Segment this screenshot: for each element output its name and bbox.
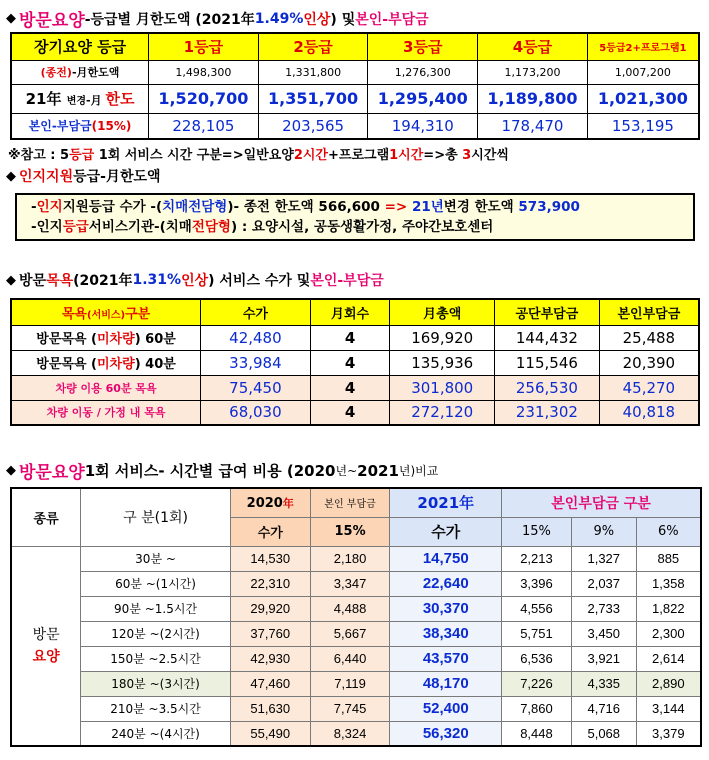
table-row: 차량 이용 60분 목욕 75,450 4 301,800 256,530 45,270 xyxy=(11,375,699,400)
table-row: 210분 ~3.5시간 51,630 7,745 52,400 7,860 4,716 3,144 xyxy=(11,696,701,721)
table-header-row: 목욕(서비스)구분 수가 月회수 月총액 공단부담금 본인부담금 xyxy=(11,299,699,325)
hourly-cost-table xyxy=(10,487,702,747)
diamond-bullet-icon: ◆ xyxy=(6,272,16,288)
table-row: 방문목욕 (미차량) 60분 42,480 4 169,920 144,432 25,488 xyxy=(11,325,699,350)
diamond-bullet-icon: ◆ xyxy=(6,168,16,184)
table-header-row: 종류 구 분(1회) 2020年 본인 부담금 2021年 본인부담금 구분 xyxy=(11,488,701,517)
bath-service-table xyxy=(10,298,700,426)
table-row: (종전)-月한도액 1,498,300 1,331,800 1,276,300 1,173,200 1,007,200 xyxy=(11,60,699,84)
section2-title: ◆ 인지지원 등급-月한도액 xyxy=(6,168,161,185)
table-row: 180분 ~(3시간) 47,460 7,119 48,170 7,226 4,335 2,890 xyxy=(11,671,701,696)
section3-title: ◆ 방문 목욕 (2021年 1.31% 인상 ) 서비스 수가 및 본인-부담금 xyxy=(6,272,384,289)
table-header-row: 장기요양 등급 1등급 2등급 3등급 4등급 5등급2+프로그램1 xyxy=(11,33,699,60)
table-row: 차량 이동 / 가정 내 목욕 68,030 4 272,120 231,302 40,818 xyxy=(11,400,699,425)
section1-title: ◆ 방문요양 -등급별 月한도액 (2021年 1.49% 인상 ) 및 본인-부담금 xyxy=(6,10,429,31)
table-row: 120분 ~(2시간) 37,760 5,667 38,340 5,751 3,450 2,300 xyxy=(11,621,701,646)
table-row: 21年 변경-月 한도 1,520,700 1,351,700 1,295,400 1,189,800 1,021,300 xyxy=(11,84,699,113)
table-row: 150분 ~2.5시간 42,930 6,440 43,570 6,536 3,921 2,614 xyxy=(11,646,701,671)
table-header-row: 수가 15% 수가 15% 9% 6% xyxy=(11,517,701,546)
table-row: 90분 ~1.5시간 29,920 4,488 30,370 4,556 2,733 1,822 xyxy=(11,596,701,621)
kind-cell: 방문 요양 xyxy=(11,546,81,746)
dementia-support-line1: -인지지원등급 수가 -(치매전담형)- 종전 한도액 566,600 => 21년변경 한도액 573,900 xyxy=(31,199,580,215)
dementia-support-line2: -인지등급서비스기관-(치매전담형) : 요양시설, 공동생활가정, 주야간보호센터 xyxy=(31,219,494,235)
table-row: 240분 ~(4시간) 55,490 8,324 56,320 8,448 5,068 3,379 xyxy=(11,721,701,746)
reference-note: ※참고 : 5등급 1회 서비스 시간 구분=>일반요양2시간+프로그램1시간=>총 3시간씩 xyxy=(8,148,509,163)
grade-limit-table xyxy=(10,32,700,140)
table-row: 방문 요양 30분 ~ 14,530 2,180 14,750 2,213 1,327 885 xyxy=(11,546,701,571)
table-row: 60분 ~(1시간) 22,310 3,347 22,640 3,396 2,037 1,358 xyxy=(11,571,701,596)
table-row: 본인-부담금(15%) 228,105 203,565 194,310 178,470 153,195 xyxy=(11,113,699,139)
section4-title: ◆ 방문요양 1회 서비스- 시간별 급여 비용 ( 2020 년~ 2021 년)비교 xyxy=(6,461,439,483)
table-row: 방문목욕 (미차량) 40분 33,984 4 135,936 115,546 20,390 xyxy=(11,350,699,375)
diamond-bullet-icon: ◆ xyxy=(6,463,16,478)
dementia-support-box xyxy=(15,193,695,241)
diamond-bullet-icon: ◆ xyxy=(6,11,16,26)
